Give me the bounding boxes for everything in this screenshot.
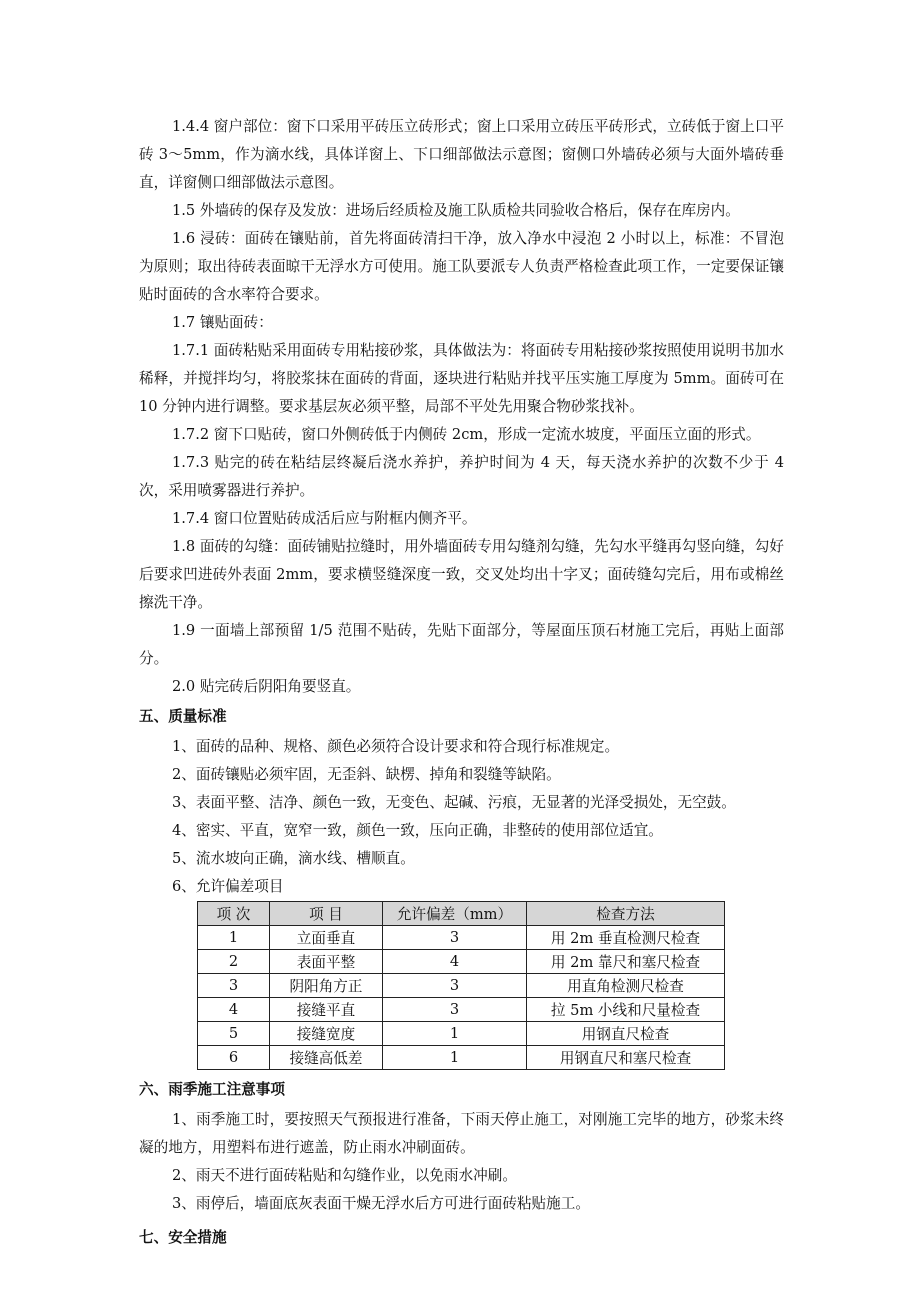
table-cell: 5 [198, 1022, 270, 1046]
rainy-season-list [139, 1106, 784, 1218]
paragraph: 5、流水坡向正确，滴水线、槽顺直。 [172, 850, 415, 867]
header-cell: 项 目 [270, 902, 383, 926]
paragraph: 1.7.2 窗下口贴砖，窗口外侧砖低于内侧砖 2cm，形成一定流水坡度，平面压立面的形式。 [172, 426, 761, 443]
table-row [198, 1046, 725, 1070]
paragraph: 1.7.1 面砖粘贴采用面砖专用粘接砂浆，具体做法为：将面砖专用粘接砂浆按照使用说明书加水稀释，并搅拌均匀，将胶浆抹在面砖的背面，逐块进行粘贴并找平压实施工厚度为 5mm。面砖可在 10 分钟内进行调整。要求基层灰必须平整，局部不平处先用聚合物砂浆找补。 [139, 342, 784, 415]
table-cell: 3 [198, 974, 270, 998]
table-cell: 用钢直尺和塞尺检查 [527, 1046, 725, 1070]
paragraph: 1.8 面砖的勾缝：面砖铺贴拉缝时，用外墙面砖专用勾缝剂勾缝，先勾水平缝再勾竖向缝，勾好后要求凹进砖外表面 2mm，要求横竖缝深度一致，交叉处均出十字叉；面砖缝勾完后，用布或棉丝擦洗干净。 [139, 538, 784, 611]
paragraph: 6、允许偏差项目 [172, 878, 284, 895]
table-cell: 1 [383, 1022, 527, 1046]
table-cell: 用 2m 垂直检测尺检查 [527, 926, 725, 950]
construction-steps [139, 113, 784, 701]
header-cell: 检查方法 [527, 902, 725, 926]
table-cell: 3 [383, 974, 527, 998]
table-cell: 接缝高低差 [270, 1046, 383, 1070]
table-cell: 用 2m 靠尺和塞尺检查 [527, 950, 725, 974]
paragraph: 3、表面平整、洁净、颜色一致，无变色、起碱、污痕，无显著的光泽受损处，无空鼓。 [172, 794, 736, 811]
table-cell: 6 [198, 1046, 270, 1070]
table-row [198, 974, 725, 998]
paragraph: 1、面砖的品种、规格、颜色必须符合设计要求和符合现行标准规定。 [172, 738, 620, 755]
table-cell: 阴阳角方正 [270, 974, 383, 998]
paragraph: 1.5 外墙砖的保存及发放：进场后经质检及施工队质检共同验收合格后，保存在库房内。 [172, 202, 740, 219]
paragraph: 1、雨季施工时，要按照天气预报进行准备，下雨天停止施工，对刚施工完毕的地方，砂浆未终凝的地方，用塑料布进行遮盖，防止雨水冲刷面砖。 [139, 1111, 784, 1156]
table-header-row [198, 902, 725, 926]
quality-standard-list [139, 733, 784, 901]
table-cell: 立面垂直 [270, 926, 383, 950]
header-cell: 允许偏差（mm） [383, 902, 527, 926]
table-cell: 4 [383, 950, 527, 974]
paragraph: 2、雨天不进行面砖粘贴和勾缝作业，以免雨水冲刷。 [172, 1167, 517, 1184]
table-cell: 接缝宽度 [270, 1022, 383, 1046]
table-cell: 4 [198, 998, 270, 1022]
table-cell: 表面平整 [270, 950, 383, 974]
table-cell: 3 [383, 998, 527, 1022]
section-heading-quality: 五、质量标准 [139, 708, 227, 725]
table-cell: 用直角检测尺检查 [527, 974, 725, 998]
table-cell: 1 [198, 926, 270, 950]
table-row [198, 998, 725, 1022]
table-cell: 用钢直尺检查 [527, 1022, 725, 1046]
table-cell: 1 [383, 1046, 527, 1070]
paragraph: 2.0 贴完砖后阴阳角要竖直。 [172, 678, 361, 695]
section-heading-safety: 七、安全措施 [139, 1229, 227, 1246]
paragraph: 1.6 浸砖：面砖在镶贴前，首先将面砖清扫干净，放入净水中浸泡 2 小时以上，标准：不冒泡为原则；取出待砖表面晾干无浮水方可使用。施工队要派专人负责严格检查此项工作，一定要保证镶贴时面砖的含水率符合要求。 [139, 230, 784, 303]
document-body [139, 113, 784, 1254]
paragraph: 1.9 一面墙上部预留 1/5 范围不贴砖，先贴下面部分，等屋面压顶石材施工完后，再贴上面部分。 [139, 622, 784, 667]
paragraph: 3、雨停后，墙面底灰表面干燥无浮水后方可进行面砖粘贴施工。 [172, 1195, 590, 1212]
table-row [198, 926, 725, 950]
paragraph: 1.7 镶贴面砖： [172, 314, 273, 331]
tolerance-table [197, 901, 725, 1070]
table-row [198, 1022, 725, 1046]
table-cell: 接缝平直 [270, 998, 383, 1022]
paragraph: 2、面砖镶贴必须牢固，无歪斜、缺楞、掉角和裂缝等缺陷。 [172, 766, 561, 783]
paragraph: 1.7.4 窗口位置贴砖成活后应与附框内侧齐平。 [172, 510, 477, 527]
paragraph: 1.7.3 贴完的砖在粘结层终凝后浇水养护，养护时间为 4 天，每天浇水养护的次数不少于 4 次，采用喷雾器进行养护。 [139, 454, 784, 499]
header-cell: 项 次 [198, 902, 270, 926]
section-heading-rainy-season: 六、雨季施工注意事项 [139, 1081, 285, 1098]
table-cell: 2 [198, 950, 270, 974]
table-row [198, 950, 725, 974]
table-cell: 拉 5m 小线和尺量检查 [527, 998, 725, 1022]
table-cell: 3 [383, 926, 527, 950]
paragraph: 1.4.4 窗户部位：窗下口采用平砖压立砖形式；窗上口采用立砖压平砖形式，立砖低于窗上口平砖 3～5mm，作为滴水线，具体详窗上、下口细部做法示意图；窗侧口外墙砖必须与大面外墙砖垂直，详窗侧口细部做法示意图。 [139, 118, 784, 191]
paragraph: 4、密实、平直，宽窄一致，颜色一致，压向正确，非整砖的使用部位适宜。 [172, 822, 663, 839]
